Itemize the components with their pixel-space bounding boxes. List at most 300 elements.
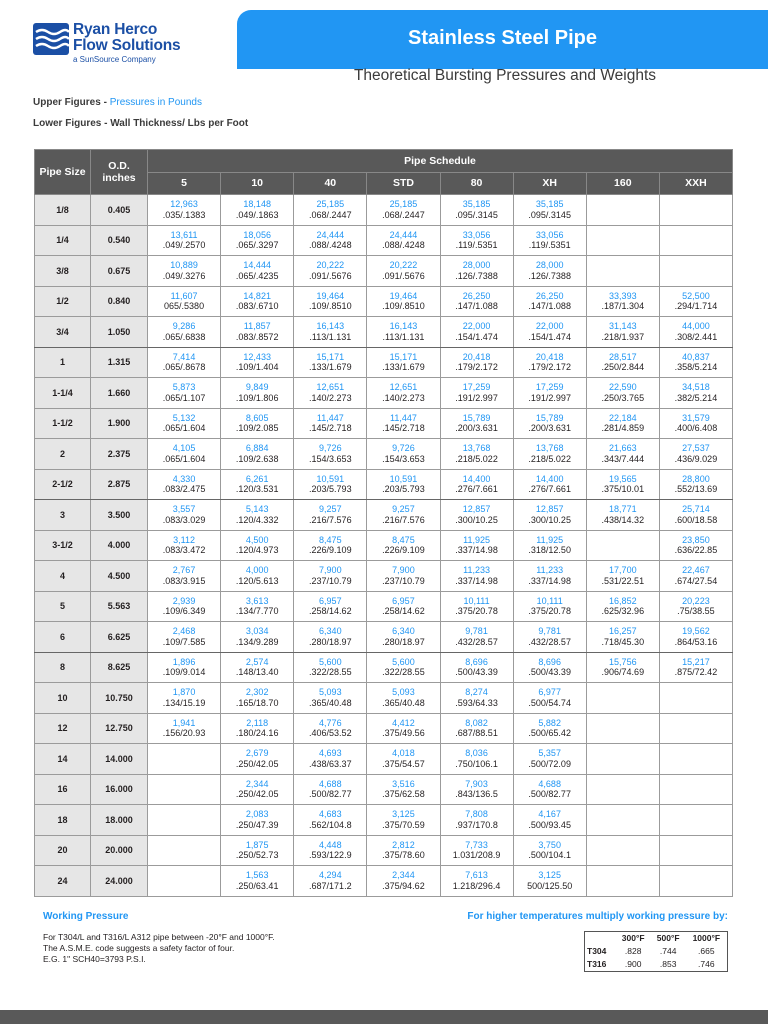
schedule-cell [148, 561, 221, 592]
pipe-size-cell: 20 [35, 835, 91, 866]
wall-weight-value: .308/2.441 [674, 331, 718, 342]
wall-weight-value: .432/28.57 [528, 636, 571, 647]
pressure-value: 9,726 [319, 443, 342, 454]
wall-weight-value: .203/5.793 [309, 484, 352, 495]
schedule-cell [586, 774, 659, 805]
schedule-cell [148, 439, 221, 470]
schedule-cell [148, 744, 221, 775]
od-cell: 6.625 [91, 622, 148, 653]
pressure-value: 12,857 [535, 504, 564, 515]
schedule-cell [294, 591, 367, 622]
wall-weight-value: .365/40.48 [382, 697, 425, 708]
wall-weight-value: .091/.5676 [309, 270, 352, 281]
wall-weight-value: .250/3.765 [601, 392, 645, 403]
wall-weight-value: .75/38.55 [677, 606, 715, 617]
wall-weight-value: .276/7.661 [528, 484, 571, 495]
wall-weight-value: .600/18.58 [674, 514, 718, 525]
wall-weight-value: .864/53.16 [674, 636, 718, 647]
schedule-cell [586, 713, 659, 744]
pipe-size-cell: 3 [35, 500, 91, 531]
schedule-cell [659, 195, 732, 226]
schedule-cell [294, 530, 367, 561]
page-title: Stainless Steel Pipe [408, 27, 597, 49]
pressure-value: 18,056 [243, 229, 271, 240]
pressure-value: 52,500 [682, 290, 710, 301]
od-cell: 3.500 [91, 500, 148, 531]
pressure-value: 10,889 [170, 260, 198, 271]
wall-weight-value: .436/9.029 [674, 453, 718, 464]
pressure-value: 5,600 [392, 656, 415, 667]
schedule-cell [586, 195, 659, 226]
wall-weight-value: .375/62.58 [382, 789, 425, 800]
brand-name [73, 22, 180, 54]
pressure-value: 4,018 [392, 748, 415, 759]
wall-weight-value: .365/40.48 [309, 697, 352, 708]
wall-weight-value: .187/1.304 [601, 301, 645, 312]
schedule-cell [586, 683, 659, 714]
brand-name-line2: Flow Solutions [73, 37, 181, 54]
od-cell: 16.000 [91, 774, 148, 805]
wall-weight-value: .250/52.73 [235, 850, 279, 861]
wall-weight-value: .250/42.05 [235, 789, 279, 800]
table-row [35, 835, 733, 866]
wall-weight-value: .438/14.32 [601, 514, 645, 525]
schedule-cell [586, 835, 659, 866]
wall-weight-value: .180/24.16 [235, 728, 279, 739]
wall-weight-value: .200/3.631 [528, 423, 571, 434]
schedule-cell [586, 561, 659, 592]
wall-weight-value: .531/22.51 [601, 575, 645, 586]
schedule-cell [513, 744, 586, 775]
legend-lower-value: Wall Thickness/ Lbs per Foot [110, 118, 249, 129]
pressure-value: 3,750 [538, 839, 561, 850]
schedule-cell [294, 713, 367, 744]
wall-weight-value: .109/.8510 [309, 301, 352, 312]
pressure-value: 14,400 [535, 473, 564, 484]
wall-weight-value: .406/53.52 [309, 728, 352, 739]
schedule-cell [221, 500, 294, 531]
wall-weight-value: .109/6.349 [162, 606, 206, 617]
table-row [35, 774, 733, 805]
schedule-cell [513, 622, 586, 653]
schedule-cell [148, 591, 221, 622]
pressure-value: 5,600 [319, 656, 342, 667]
pressure-value: 16,143 [389, 321, 418, 332]
pressure-value: 22,000 [462, 321, 491, 332]
pressure-value: 26,250 [535, 290, 564, 301]
wall-weight-value: .049/.1863 [235, 209, 279, 220]
wall-weight-value: .083/.6710 [235, 301, 279, 312]
schedule-cell [659, 347, 732, 378]
pressure-value: 9,286 [172, 321, 196, 332]
pipe-size-cell: 1-1/2 [35, 408, 91, 439]
wall-weight-value: .500/54.74 [528, 697, 571, 708]
pressure-value: 9,849 [245, 382, 269, 393]
pressure-value: 4,330 [172, 473, 196, 484]
pressure-value: 2,083 [245, 809, 269, 820]
schedule-cell [221, 469, 294, 500]
table-row [35, 561, 733, 592]
schedule-cell [586, 530, 659, 561]
schedule-cell [148, 500, 221, 531]
pressure-value: 28,000 [535, 260, 564, 271]
pipe-size-cell: 16 [35, 774, 91, 805]
pressure-value: 4,448 [319, 839, 342, 850]
pipe-size-cell: 6 [35, 622, 91, 653]
schedule-cell [148, 805, 221, 836]
wall-weight-value: .083/2.475 [162, 484, 206, 495]
schedule-cell [294, 286, 367, 317]
pressure-value: 6,957 [319, 595, 342, 606]
schedule-cell [440, 256, 513, 287]
pressure-value: 35,185 [462, 199, 491, 210]
od-cell: 14.000 [91, 744, 148, 775]
wall-weight-value: .165/18.70 [235, 697, 279, 708]
wall-weight-value: .065/.8678 [162, 362, 206, 373]
pressure-value: 4,167 [538, 809, 561, 820]
schedule-cell [440, 500, 513, 531]
od-cell: 0.840 [91, 286, 148, 317]
pressure-value: 35,185 [535, 199, 564, 210]
pipe-size-cell: 2 [35, 439, 91, 470]
wall-weight-value: .322/28.55 [309, 667, 352, 678]
wall-weight-value: .500/43.39 [528, 667, 571, 678]
schedule-cell [294, 439, 367, 470]
pressure-value: 20,222 [316, 260, 345, 271]
pressure-value: 11,233 [463, 565, 490, 576]
schedule-cell [367, 774, 440, 805]
schedule-cell [148, 408, 221, 439]
pressure-value: 2,679 [245, 748, 269, 759]
wall-weight-value: .133/1.679 [309, 362, 352, 373]
temp-factor: .665 [698, 946, 715, 956]
wall-weight-value: .875/72.42 [674, 667, 718, 678]
wall-weight-value: .294/1.714 [674, 301, 718, 312]
wall-weight-value: .065/1.604 [162, 423, 206, 434]
wall-weight-value: .134/9.289 [235, 636, 279, 647]
schedule-cell [148, 195, 221, 226]
wall-weight-value: 1.031/208.9 [452, 850, 501, 861]
pipe-size-cell: 3/4 [35, 317, 91, 348]
schedule-cell [294, 774, 367, 805]
wall-weight-value: .300/10.25 [528, 514, 571, 525]
table-row [35, 500, 733, 531]
schedule-cell [440, 408, 513, 439]
od-cell: 1.050 [91, 317, 148, 348]
schedule-cell [513, 683, 586, 714]
pressure-value: 33,056 [535, 229, 564, 240]
wall-weight-value: .500/43.39 [455, 667, 498, 678]
pipe-size-cell: 4 [35, 561, 91, 592]
schedule-cell [294, 866, 367, 897]
pressure-value: 2,118 [246, 717, 269, 728]
wall-weight-value: .280/18.97 [309, 636, 352, 647]
wall-weight-value: .432/28.57 [455, 636, 498, 647]
wall-weight-value: .119/.5351 [455, 240, 498, 251]
pressure-value: 15,789 [462, 412, 491, 423]
wall-weight-value: .119/.5351 [528, 240, 571, 251]
od-cell: 5.563 [91, 591, 148, 622]
schedule-cell [148, 774, 221, 805]
wall-weight-value: .343/7.444 [601, 453, 645, 464]
wall-weight-value: .500/82.77 [309, 789, 352, 800]
schedule-cell [294, 622, 367, 653]
schedule-cell [148, 317, 221, 348]
working-pressure-line: The A.S.M.E. code suggests a safety factor of four. [43, 943, 235, 953]
pressure-value: 9,257 [392, 504, 415, 515]
pressure-value: 8,475 [319, 534, 342, 545]
pressure-value: 27,537 [682, 443, 710, 454]
schedule-cell [221, 317, 294, 348]
wall-weight-value: .088/.4248 [382, 240, 425, 251]
schedule-cell [659, 286, 732, 317]
schedule-cell [440, 622, 513, 653]
schedule-cell [367, 713, 440, 744]
wall-weight-value: .068/.2447 [382, 209, 425, 220]
pressure-value: 16,257 [609, 626, 637, 637]
pressure-value: 5,357 [538, 748, 561, 759]
wall-weight-value: .109/1.404 [235, 362, 279, 373]
temp-factor: .900 [624, 959, 642, 969]
schedule-cell [586, 622, 659, 653]
schedule-cell [148, 256, 221, 287]
wall-weight-value: .636/22.85 [674, 545, 718, 556]
pressure-value: 2,812 [392, 839, 415, 850]
schedule-cell [513, 225, 586, 256]
pressure-value: 25,185 [316, 199, 345, 210]
schedule-cell [221, 439, 294, 470]
wall-weight-value: .156/20.93 [162, 728, 206, 739]
wall-weight-value: .133/1.679 [382, 362, 425, 373]
od-cell: 8.625 [91, 652, 148, 683]
pressure-value: 5,143 [245, 504, 269, 515]
pressure-value: 24,444 [316, 229, 345, 240]
pipe-size-cell: 12 [35, 713, 91, 744]
pressure-value: 31,143 [609, 321, 637, 332]
schedule-cell [221, 744, 294, 775]
schedule-cell [367, 591, 440, 622]
schedule-cell [440, 347, 513, 378]
table-row [35, 408, 733, 439]
schedule-cell [294, 378, 367, 409]
schedule-cell [294, 469, 367, 500]
pressure-value: 15,171 [316, 351, 345, 362]
wall-weight-value: .147/1.088 [528, 301, 571, 312]
pressure-value: 19,562 [682, 626, 710, 637]
pressure-value: 6,884 [245, 443, 269, 454]
pressure-value: 17,700 [609, 565, 637, 576]
schedule-cell [586, 652, 659, 683]
pipe-size-cell: 24 [35, 866, 91, 897]
schedule-cell [148, 683, 221, 714]
wall-weight-value: .625/32.96 [601, 606, 645, 617]
wall-weight-value: .154/3.653 [382, 453, 425, 464]
schedule-cell [513, 835, 586, 866]
od-cell: 1.315 [91, 347, 148, 378]
pressure-value: 9,781 [538, 626, 561, 637]
pipe-size-cell: 3/8 [35, 256, 91, 287]
pressure-value: 33,393 [609, 290, 637, 301]
wall-weight-value: .065/.6838 [162, 331, 206, 342]
wall-weight-value: .095/.3145 [528, 209, 571, 220]
schedule-cell [148, 378, 221, 409]
pipe-size-cell: 1-1/4 [35, 378, 91, 409]
schedule-cell [513, 317, 586, 348]
schedule-cell [586, 347, 659, 378]
schedule-cell [659, 378, 732, 409]
schedule-cell [148, 652, 221, 683]
od-cell: 12.750 [91, 713, 148, 744]
pressure-value: 3,125 [392, 809, 415, 820]
schedule-cell [221, 225, 294, 256]
schedule-cell [513, 439, 586, 470]
od-cell: 24.000 [91, 866, 148, 897]
schedule-cell [294, 195, 367, 226]
wall-weight-value: .593/64.33 [455, 697, 498, 708]
table-row [35, 256, 733, 287]
wall-weight-value: .375/94.62 [382, 880, 425, 891]
pressure-value: 22,184 [609, 412, 637, 423]
high-temp-title: For higher temperatures multiply working pressure by: [467, 911, 728, 922]
pressure-value: 10,591 [389, 473, 418, 484]
schedule-cell [367, 805, 440, 836]
schedule-cell [440, 774, 513, 805]
schedule-cell [221, 378, 294, 409]
wall-weight-value: .049/.2570 [162, 240, 206, 251]
pressure-value: 8,696 [538, 656, 561, 667]
schedule-cell [586, 805, 659, 836]
schedule-cell [513, 500, 586, 531]
schedule-cell [367, 408, 440, 439]
schedule-cell [659, 256, 732, 287]
pressure-value: 12,433 [243, 351, 271, 362]
wall-weight-value: .318/12.50 [528, 545, 571, 556]
od-cell: 20.000 [91, 835, 148, 866]
pipe-size-cell: 1/8 [35, 195, 91, 226]
schedule-cell [659, 683, 732, 714]
wall-weight-value: .337/14.98 [455, 575, 498, 586]
table-row [35, 317, 733, 348]
wall-weight-value: .191/2.997 [528, 392, 571, 403]
pipe-size-cell: 2-1/2 [35, 469, 91, 500]
schedule-header: 40 [294, 172, 367, 195]
wall-weight-value: .300/10.25 [455, 514, 498, 525]
wall-weight-value: .109/7.585 [162, 636, 206, 647]
pressure-value: 8,475 [392, 534, 415, 545]
pressure-value: 15,756 [609, 656, 637, 667]
schedule-cell [513, 347, 586, 378]
pipe-size-cell: 8 [35, 652, 91, 683]
wall-weight-value: .088/.4248 [309, 240, 352, 251]
wall-weight-value: .552/13.69 [674, 484, 718, 495]
table-row [35, 347, 733, 378]
od-cell: 18.000 [91, 805, 148, 836]
pressure-value: 2,574 [245, 656, 269, 667]
wall-weight-value: .145/2.718 [309, 423, 352, 434]
pressure-value: 9,257 [319, 504, 342, 515]
temp-material: T316 [587, 959, 607, 969]
schedule-cell [659, 835, 732, 866]
schedule-cell [221, 286, 294, 317]
wall-weight-value: .500/65.42 [528, 728, 571, 739]
temp-factor: .853 [659, 959, 677, 969]
pipe-size-cell: 1 [35, 347, 91, 378]
pressure-value: 19,464 [389, 290, 418, 301]
wall-weight-value: .126/.7388 [455, 270, 498, 281]
schedule-cell [148, 713, 221, 744]
pressure-value: 25,714 [682, 504, 710, 515]
pressure-value: 11,607 [170, 290, 198, 301]
pressure-value: 9,726 [392, 443, 415, 454]
schedule-cell [294, 652, 367, 683]
pressure-value: 12,857 [462, 504, 491, 515]
schedule-cell [294, 500, 367, 531]
wall-weight-value: .375/49.56 [382, 728, 425, 739]
schedule-cell [513, 866, 586, 897]
temp-factor: .828 [624, 946, 642, 956]
temp-factor: .746 [698, 959, 715, 969]
wall-weight-value: .179/2.172 [455, 362, 498, 373]
schedule-cell [586, 225, 659, 256]
wall-weight-value: .120/3.531 [235, 484, 279, 495]
schedule-cell [440, 683, 513, 714]
pressure-value: 8,605 [245, 412, 269, 423]
wall-weight-value: .035/.1383 [162, 209, 206, 220]
pipe-table [34, 149, 733, 897]
wall-weight-value: .687/171.2 [309, 880, 352, 891]
schedule-cell [659, 866, 732, 897]
schedule-cell [367, 622, 440, 653]
schedule-cell [440, 530, 513, 561]
pressure-value: 6,340 [392, 626, 415, 637]
schedule-cell [513, 408, 586, 439]
pressure-value: 21,663 [609, 443, 637, 454]
pressure-value: 4,000 [245, 565, 269, 576]
temp-header: 300°F [621, 933, 645, 943]
schedule-cell [221, 835, 294, 866]
wall-weight-value: .375/78.60 [382, 850, 425, 861]
pressure-value: 20,418 [535, 351, 564, 362]
pressure-value: 7,900 [319, 565, 342, 576]
legend-lower [33, 118, 248, 129]
working-pressure-line: E.G. 1" SCH40=3793 P.S.I. [43, 954, 146, 964]
wall-weight-value: .120/4.332 [235, 514, 279, 525]
schedule-cell [221, 652, 294, 683]
pressure-value: 24,444 [389, 229, 418, 240]
schedule-cell [148, 286, 221, 317]
wall-weight-value: .337/14.98 [455, 545, 498, 556]
schedule-cell [367, 317, 440, 348]
header-pipe-schedule: Pipe Schedule [148, 150, 733, 173]
table-row [35, 378, 733, 409]
wall-weight-value: .109/1.806 [235, 392, 279, 403]
pressure-value: 11,447 [390, 412, 417, 423]
pressure-value: 3,034 [245, 626, 269, 637]
pressure-value: 15,217 [682, 656, 710, 667]
schedule-header: XXH [659, 172, 732, 195]
wall-weight-value: .147/1.088 [455, 301, 498, 312]
table-row [35, 652, 733, 683]
schedule-cell [586, 469, 659, 500]
schedule-cell [221, 347, 294, 378]
schedule-cell [221, 805, 294, 836]
schedule-cell [221, 408, 294, 439]
pressure-value: 11,447 [316, 412, 344, 423]
legend-lower-label: Lower Figures - [33, 118, 108, 129]
table-row [35, 195, 733, 226]
pipe-size-cell: 10 [35, 683, 91, 714]
schedule-cell [440, 317, 513, 348]
